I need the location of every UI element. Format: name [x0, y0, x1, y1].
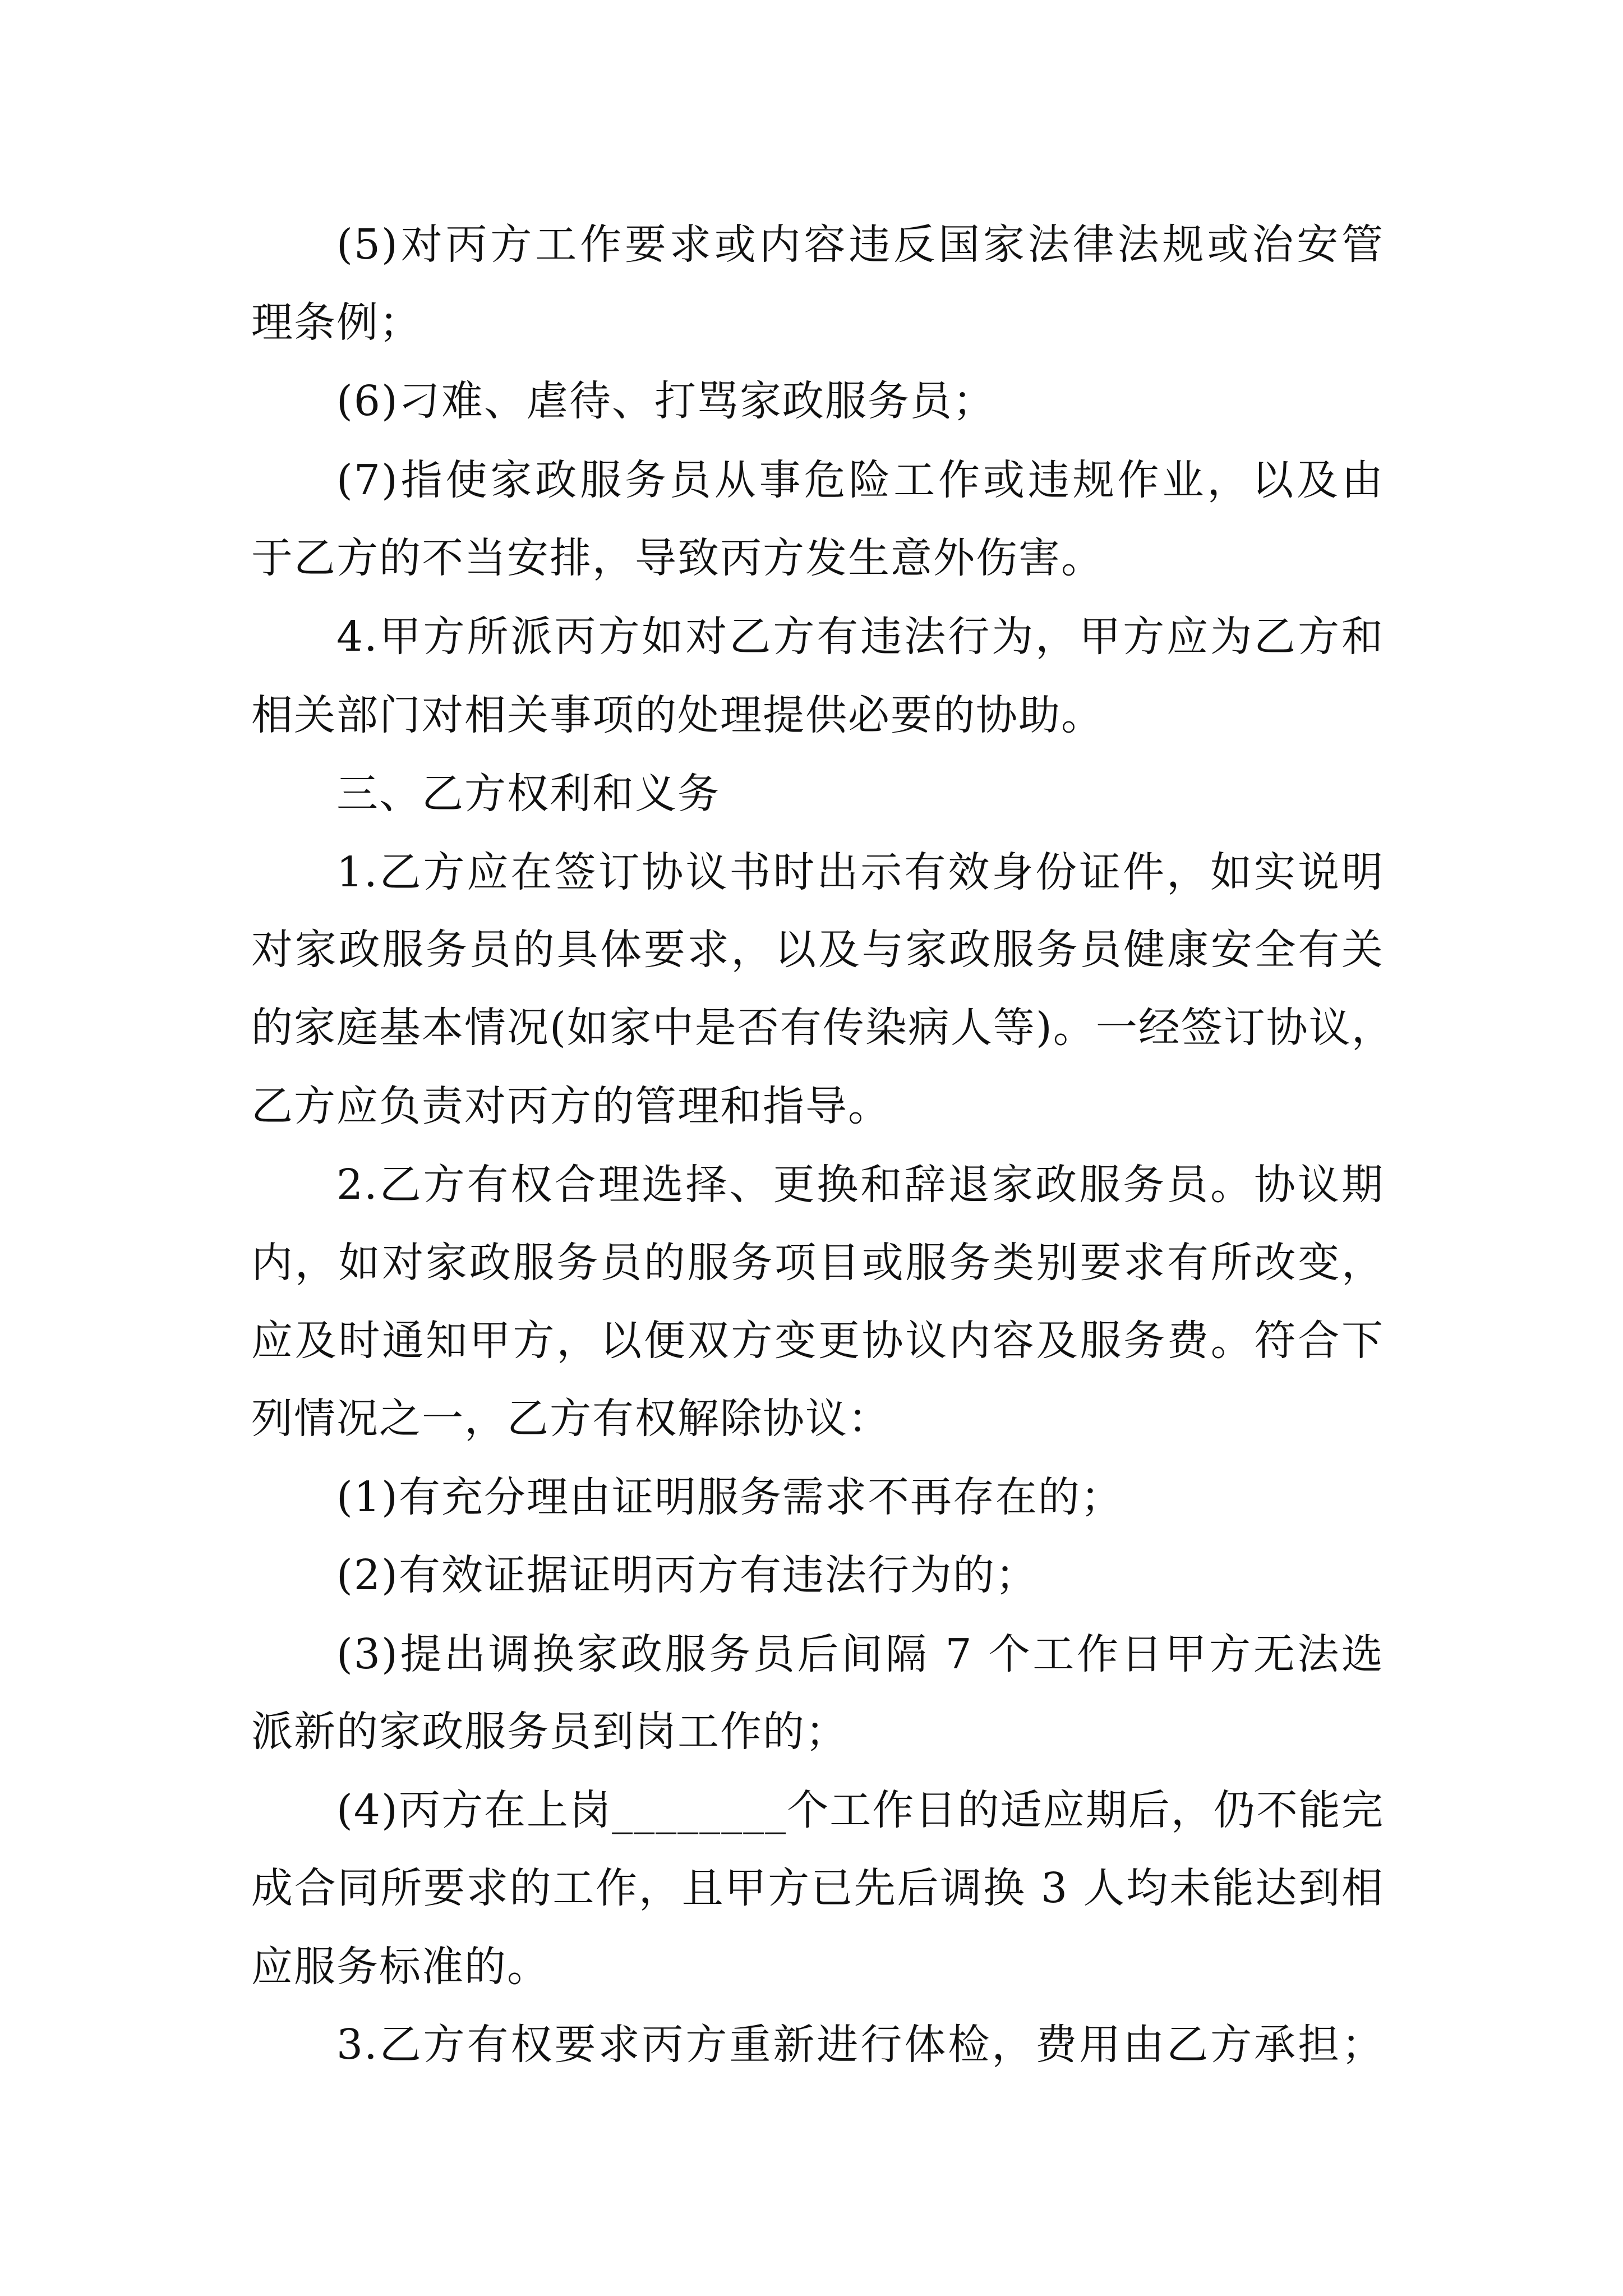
- text-line: 理条例；: [251, 298, 422, 347]
- text-line: (6)刁难、虐待、打骂家政服务员；: [336, 377, 995, 425]
- text-line: (3)提出调换家政服务员后间隔 7 个工作日甲方无法选: [336, 1630, 1384, 1678]
- text-line: (1)有充分理由证明服务需求不再存在的；: [336, 1473, 1123, 1521]
- text-line: 1.乙方应在签订协议书时出示有效身份证件，如实说明: [336, 848, 1384, 896]
- text-line: (2)有效证据证明丙方有违法行为的；: [336, 1551, 1038, 1599]
- text-line: 乙方应负责对丙方的管理和指导。: [251, 1082, 891, 1130]
- text-line: 3.乙方有权要求丙方重新进行体检，费用由乙方承担；: [336, 2021, 1384, 2069]
- text-line: 成合同所要求的工作，且甲方已先后调换 3 人均未能达到相: [251, 1864, 1384, 1912]
- section-heading: 三、乙方权利和义务: [336, 770, 720, 818]
- text-line: (5)对丙方工作要求或内容违反国家法律法规或治安管: [336, 220, 1384, 269]
- text-line: 2.乙方有权合理选择、更换和辞退家政服务员。协议期: [336, 1161, 1384, 1209]
- text-line: 相关部门对相关事项的处理提供必要的协助。: [251, 691, 1104, 739]
- text-line: 4.甲方所派丙方如对乙方有违法行为，甲方应为乙方和: [336, 613, 1384, 661]
- text-line: 应及时通知甲方，以便双方变更协议内容及服务费。符合下: [251, 1317, 1384, 1365]
- text-line: 于乙方的不当安排，导致丙方发生意外伤害。: [251, 534, 1104, 582]
- text-line: 派新的家政服务员到岗工作的；: [251, 1708, 848, 1756]
- text-line: 内，如对家政服务员的服务项目或服务类别要求有所改变，: [251, 1239, 1384, 1287]
- text-line: 的家庭基本情况(如家中是否有传染病人等)。一经签订协议，: [251, 1004, 1394, 1052]
- text-line: (4)丙方在上岗________个工作日的适应期后，仍不能完: [336, 1786, 1384, 1834]
- text-line: (7)指使家政服务员从事危险工作或违规作业，以及由: [336, 456, 1384, 504]
- text-line: 对家政服务员的具体要求，以及与家政服务员健康安全有关: [251, 926, 1384, 974]
- text-line: 应服务标准的。: [251, 1943, 550, 1991]
- text-line: 列情况之一，乙方有权解除协议：: [251, 1395, 891, 1443]
